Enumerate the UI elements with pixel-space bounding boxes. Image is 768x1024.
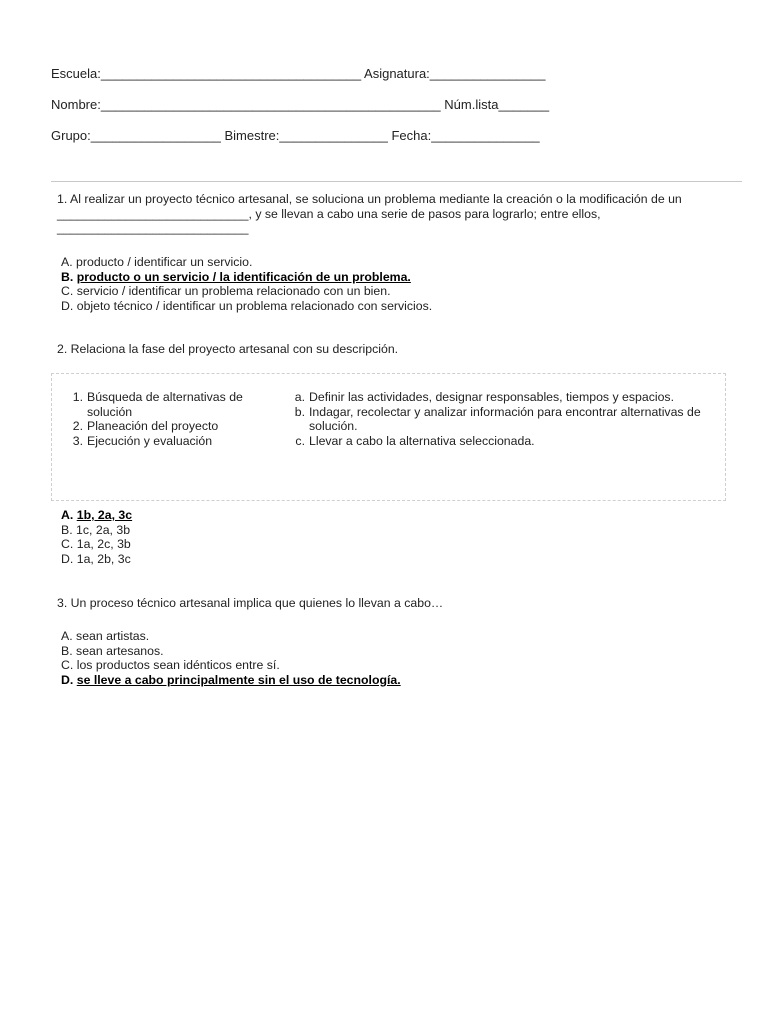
name-field[interactable]: Nombre:_______________________________________________ — [51, 97, 441, 112]
option-text: objeto técnico / identificar un problema relacionado con servicios. — [76, 298, 433, 313]
option-text: sean artesanos. — [76, 643, 164, 658]
option-letter: A. — [61, 629, 73, 643]
matching-right-item: a. Definir las actividades, designar responsables, tiempos y espacios. — [294, 390, 674, 404]
matching-left-column — [69, 390, 259, 448]
question-3 — [57, 596, 747, 611]
matching-left-item: 2. Planeación del proyecto — [72, 419, 219, 434]
list-number-field[interactable]: Núm.lista_______ — [440, 97, 550, 112]
matching-right-item: b. Indagar, recolectar y analizar información para encontrar alternativas de solución. — [294, 404, 701, 434]
option-letter: B. — [61, 522, 73, 537]
option-letter: C. — [61, 284, 74, 299]
q3-option-a[interactable] — [61, 629, 751, 644]
option-text: producto / identificar un servicio. — [76, 255, 253, 269]
question-2-options — [61, 508, 751, 566]
option-text: los productos sean idénticos entre sí. — [76, 658, 280, 673]
option-text: 1a, 2b, 3c — [76, 551, 131, 566]
option-letter: C. — [61, 658, 74, 673]
question-1-options — [61, 255, 751, 313]
question-1-line-2: ____________________________, y se llevan a cabo una serie de pasos para lograrlo; entre ellos, — [57, 206, 601, 221]
question-1 — [57, 192, 747, 236]
question-3-options — [61, 629, 751, 687]
matching-table — [51, 373, 726, 501]
header-row-school — [51, 67, 545, 82]
school-field[interactable]: Escuela:____________________________________ — [51, 66, 362, 81]
subject-field[interactable]: Asignatura:________________ — [361, 66, 546, 81]
option-text: producto o un servicio / la identificación de un problema. — [76, 269, 411, 284]
option-text: 1b, 2a, 3c — [76, 508, 133, 522]
q3-option-b[interactable] — [61, 644, 751, 659]
header-row-group — [51, 129, 540, 144]
q2-option-c[interactable] — [61, 537, 751, 552]
q3-option-d[interactable] — [61, 673, 751, 688]
question-1-line-1: 1. Al realizar un proyecto técnico artesanal, se soluciona un problema mediante la creación o la modificación de un — [57, 192, 682, 206]
option-text: 1a, 2c, 3b — [76, 537, 131, 552]
option-letter: D. — [61, 672, 74, 687]
matching-left-item: 1. Búsqueda de alternativas de solución — [72, 390, 243, 419]
option-text: se lleve a cabo principalmente sin el uso de tecnología. — [76, 672, 401, 687]
question-3-text: 3. Un proceso técnico artesanal implica que quienes lo llevan a cabo… — [57, 596, 444, 610]
q1-option-c[interactable] — [61, 284, 751, 299]
group-field[interactable]: Grupo:__________________ — [51, 128, 221, 143]
option-text: servicio / identificar un problema relacionado con un bien. — [76, 284, 391, 299]
question-2-text: 2. Relaciona la fase del proyecto artesanal con su descripción. — [57, 342, 399, 356]
option-text: 1c, 2a, 3b — [76, 522, 131, 537]
option-text: sean artistas. — [76, 629, 150, 643]
q1-option-a[interactable] — [61, 255, 751, 270]
q2-option-d[interactable] — [61, 552, 751, 567]
header-divider — [51, 181, 742, 182]
option-letter: C. — [61, 537, 74, 552]
q2-option-b[interactable] — [61, 523, 751, 538]
question-2 — [57, 342, 747, 357]
matching-left-item: 3. Ejecución y evaluación — [72, 433, 213, 448]
q2-option-a[interactable] — [61, 508, 751, 523]
question-1-line-3: ____________________________ — [57, 221, 249, 236]
q1-option-b[interactable] — [61, 270, 751, 285]
bimester-field[interactable]: Bimestre:_______________ — [220, 128, 388, 143]
matching-right-item: c. Llevar a cabo la alternativa seleccionada. — [295, 433, 535, 448]
q3-option-c[interactable] — [61, 658, 751, 673]
option-letter: A. — [61, 255, 73, 269]
option-letter: D. — [61, 551, 74, 566]
option-letter: D. — [61, 298, 74, 313]
q1-option-d[interactable] — [61, 299, 751, 314]
header-row-name — [51, 98, 549, 113]
matching-right-column — [291, 390, 706, 448]
option-letter: B. — [61, 269, 74, 284]
date-field[interactable]: Fecha:_______________ — [387, 128, 540, 143]
option-letter: A. — [61, 508, 74, 522]
option-letter: B. — [61, 643, 73, 658]
